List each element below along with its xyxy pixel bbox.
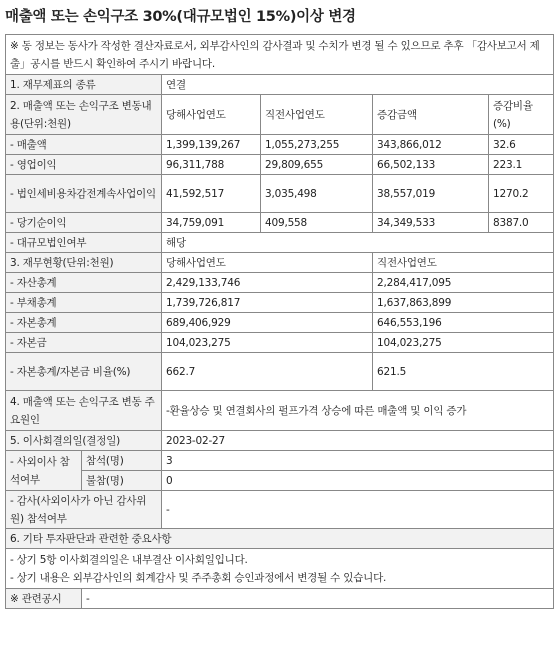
related-disclosure-value: -: [82, 589, 554, 609]
net-income-rate: 8387.0: [489, 213, 554, 233]
audit-attendance-value: -: [162, 491, 554, 529]
report-type-value: 연결: [162, 75, 554, 95]
present-value: 3: [162, 451, 554, 471]
other-matters-line-1: - 상기 5항 이사회결의일은 내부결산 이사회일입니다.: [10, 553, 248, 566]
capital-stock-current: 104,023,275: [162, 333, 373, 353]
change-section-label: 2. 매출액 또는 손익구조 변동내용(단위:천원): [6, 95, 162, 135]
equity-ratio-current: 662.7: [162, 353, 373, 391]
total-equity-previous: 646,553,196: [373, 313, 554, 333]
equity-ratio-previous: 621.5: [373, 353, 554, 391]
net-income-current: 34,759,091: [162, 213, 261, 233]
row-label-capital-stock: - 자본금: [6, 333, 162, 353]
row-label-equity-ratio: - 자본총계/자본금 비율(%): [6, 353, 162, 391]
report-type-label: 1. 재무제표의 종류: [6, 75, 162, 95]
net-income-change: 34,349,533: [373, 213, 489, 233]
operating-income-rate: 223.1: [489, 155, 554, 175]
row-label-net-income: - 당기순이익: [6, 213, 162, 233]
large-corp-label: - 대규모법인여부: [6, 233, 162, 253]
col-header-current: 당해사업연도: [162, 95, 261, 135]
col-header-previous: 직전사업연도: [261, 95, 373, 135]
net-income-previous: 409,558: [261, 213, 373, 233]
large-corp-value: 해당: [162, 233, 554, 253]
disclosure-table: [5, 34, 554, 609]
row-label-total-equity: - 자본총계: [6, 313, 162, 333]
operating-income-change: 66,502,133: [373, 155, 489, 175]
capital-stock-previous: 104,023,275: [373, 333, 554, 353]
revenue-previous: 1,055,273,255: [261, 135, 373, 155]
pretax-income-previous: 3,035,498: [261, 175, 373, 213]
revenue-change: 343,866,012: [373, 135, 489, 155]
pretax-income-change: 38,557,019: [373, 175, 489, 213]
row-label-pretax-income: - 법인세비용차감전계속사업이익: [6, 175, 162, 213]
row-label-total-assets: - 자산총계: [6, 273, 162, 293]
notice-text: ※ 동 정보는 동사가 작성한 결산자료로서, 외부감사인의 감사결과 및 수치가 변경 될 수 있으므로 추후 「감사보고서 제출」공시를 반드시 확인하여 주시기 바랍니다.: [6, 35, 554, 75]
revenue-current: 1,399,139,267: [162, 135, 261, 155]
row-label-operating-income: - 영업이익: [6, 155, 162, 175]
main-cause-label: 4. 매출액 또는 손익구조 변동 주요원인: [6, 391, 162, 431]
other-matters-label: 6. 기타 투자판단과 관련한 중요사항: [6, 529, 554, 549]
absent-value: 0: [162, 471, 554, 491]
page-title: 매출액 또는 손익구조 30%(대규모법인 15%)이상 변경: [5, 9, 356, 25]
col-header-rate: 증감비율(%): [489, 95, 554, 135]
row-label-total-liabilities: - 부채총계: [6, 293, 162, 313]
other-matters-line-2: - 상기 내용은 외부감사인의 회계감사 및 주주총회 승인과정에서 변경될 수 있습니다.: [10, 571, 387, 584]
pretax-income-current: 41,592,517: [162, 175, 261, 213]
absent-label: 불참(명): [82, 471, 162, 491]
revenue-rate: 32.6: [489, 135, 554, 155]
row-label-revenue: - 매출액: [6, 135, 162, 155]
main-cause-value: -환율상승 및 연결회사의 펄프가격 상승에 따른 매출액 및 이익 증가: [162, 391, 554, 431]
other-matters-text: [6, 549, 554, 589]
total-assets-current: 2,429,133,746: [162, 273, 373, 293]
col-header-change: 증감금액: [373, 95, 489, 135]
total-liabilities-previous: 1,637,863,899: [373, 293, 554, 313]
financial-status-label: 3. 재무현황(단위:천원): [6, 253, 162, 273]
pretax-income-rate: 1270.2: [489, 175, 554, 213]
total-equity-current: 689,406,929: [162, 313, 373, 333]
operating-income-current: 96,311,788: [162, 155, 261, 175]
fs-header-current: 당해사업연도: [162, 253, 373, 273]
related-disclosure-label: ※ 관련공시: [6, 589, 82, 609]
total-assets-previous: 2,284,417,095: [373, 273, 554, 293]
total-liabilities-current: 1,739,726,817: [162, 293, 373, 313]
present-label: 참석(명): [82, 451, 162, 471]
fs-header-previous: 직전사업연도: [373, 253, 554, 273]
board-date-value: 2023-02-27: [162, 431, 554, 451]
audit-attendance-label: - 감사(사외이사가 아닌 감사위원) 참석여부: [6, 491, 162, 529]
outside-director-label: - 사외이사 참석여부: [6, 451, 82, 491]
board-date-label: 5. 이사회결의일(결정일): [6, 431, 162, 451]
operating-income-previous: 29,809,655: [261, 155, 373, 175]
